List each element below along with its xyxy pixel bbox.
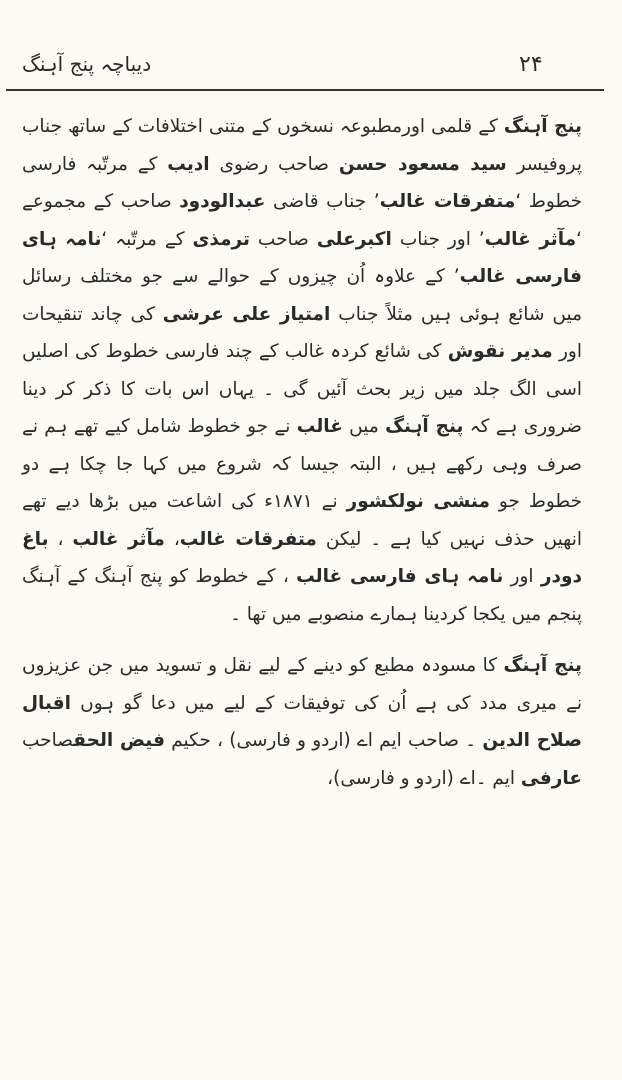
text-run: کی چاند تنقیحات اور: [22, 303, 582, 362]
body-text: [22, 108, 582, 797]
text-run: کا مسودہ مطبع کو دینے کے لیے نقل و تسوید میں جن عزیزوں نے میری مدد کی ہے اُن کی توفیقات کے لیے میں دعا گو ہوں: [22, 655, 582, 714]
bold-phrase: منشی نولکشور: [346, 491, 490, 512]
bold-phrase: امتیاز علی عرشی: [162, 303, 331, 325]
text-run: ، کے خطوط کو پنج آہنگ کے آہنگ پنجم میں یکجا کردینا ہمارے منصوبے میں تھا ۔: [22, 566, 582, 625]
text-run: میں: [342, 416, 386, 437]
text-run: ایم ۔اے (اردو و فارسی)،: [327, 767, 521, 789]
running-title: دیباچہ پنج آہنگ: [22, 52, 152, 76]
text-run: اور: [503, 566, 541, 587]
bold-phrase: عارفی: [520, 767, 582, 789]
text-run: ،: [164, 528, 180, 550]
text-run: ’ جناب قاضی: [265, 191, 380, 212]
page-number: ۲۴: [519, 52, 543, 77]
text-run: کے قلمی اورمطبوعہ نسخوں کے متنی اختلافات کے ساتھ جناب پروفیسر: [22, 116, 583, 175]
bold-phrase: پنج آہنگ: [385, 416, 464, 437]
header-rule: [6, 89, 604, 91]
bold-phrase: پنج آہنگ: [503, 655, 583, 676]
text-run: صاحب کے مجموعے ‘: [22, 191, 582, 250]
bold-phrase: متفرقات غالب: [379, 191, 516, 212]
text-run: صاحب: [22, 730, 74, 751]
bold-phrase: پنج آہنگ: [503, 116, 582, 137]
bold-phrase: مدیر نقوش: [447, 341, 553, 362]
text-run: صاحب: [250, 228, 317, 250]
bold-phrase: ترمذی: [192, 228, 250, 250]
bold-phrase: اکبرعلی: [316, 228, 392, 250]
text-run: ۔ صاحب ایم اے (اردو و فارسی) ، حکیم: [164, 730, 483, 751]
text-run: ’ کے علاوہ اُن چیزوں کے حوالے سے جو مختلف رسائل میں شائع ہوئی ہیں مثلاً جناب: [22, 266, 582, 325]
bold-phrase: مآثر غالب: [484, 228, 577, 250]
text-run: کی شائع کردہ غالب کے چند فارسی خطوط کی اصلیں اسی الگ جلد میں زیر بحث آئیں گی ۔ یہاں اس بات کا ذکر کر دینا ضروری ہے کہ: [22, 341, 583, 437]
bold-phrase: نامہ ہای فارسی غالب: [296, 566, 504, 587]
text-run: نے جو خطوط شامل کیے تھے ہم نے صرف وہی رکھے ہیں ، البتہ جیسا کہ شروع میں کہا جا چکا ہے دو خطوط جو: [22, 416, 583, 512]
page-header: [14, 46, 602, 90]
bold-phrase: فیض الحق: [73, 730, 165, 751]
text-run: نے ۱۸۷۱ء کی اشاعت میں بڑھا دیے تھے انھیں حذف نہیں کیا ہے ۔ لیکن: [22, 491, 582, 550]
bold-phrase: عبدالودود: [179, 191, 266, 212]
bold-phrase: اقبال صلاح الدین: [22, 692, 582, 751]
bold-phrase: متفرقات غالب: [179, 528, 317, 550]
bold-phrase: مآثر غالب: [72, 528, 165, 550]
bold-phrase: ادیب: [167, 153, 210, 175]
text-run: ،: [48, 528, 73, 550]
bold-phrase: سید مسعود حسن: [338, 153, 507, 175]
text-run: صاحب رضوی: [209, 153, 339, 175]
text-run: کے مرتّبہ فارسی خطوط ‘: [22, 153, 583, 212]
paragraph: [22, 647, 582, 797]
text-run: کے مرتّبہ ‘: [101, 228, 193, 250]
text-run: ’ اور جناب: [391, 228, 485, 250]
bold-phrase: نامہ ہای فارسی غالب: [22, 228, 582, 287]
paragraph: [22, 108, 582, 633]
bold-phrase: باغ دودر: [22, 528, 582, 587]
bold-phrase: غالب: [296, 416, 343, 437]
